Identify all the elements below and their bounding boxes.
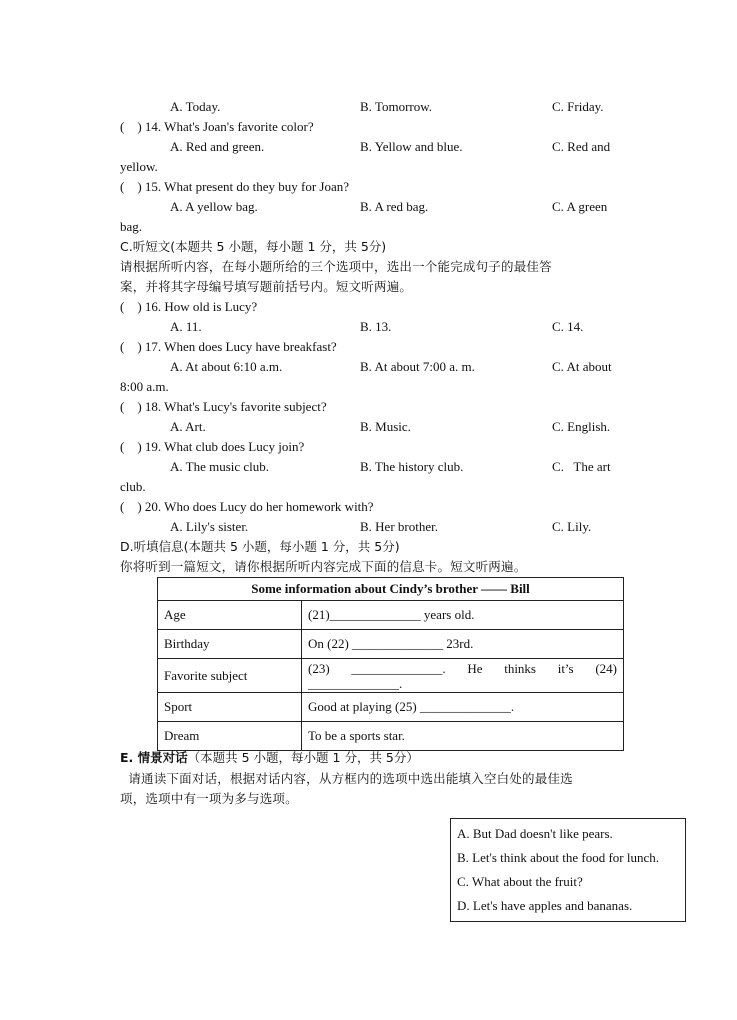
section-e-instr-2: 项，选项中有一项为多与选项。	[120, 791, 298, 806]
q18-option-a: A. Art.	[170, 419, 206, 434]
section-c-instr-2: 案，并将其字母编号填写题前括号内。短文听两遍。	[120, 279, 413, 294]
info-card-row	[158, 693, 624, 722]
options-box-item: D. Let's have apples and bananas.	[457, 898, 633, 913]
info-card-value-multiline	[302, 659, 624, 693]
info-card-row	[158, 722, 624, 751]
section-d-instr: 你将听到一篇短文，请你根据所听内容完成下面的信息卡。短文听两遍。	[120, 559, 527, 574]
q18-text: ( ) 18. What's Lucy's favorite subject?	[120, 399, 327, 414]
info-card-value: Good at playing (25) ______________.	[302, 693, 624, 722]
q17-option-a: A. At about 6:10 a.m.	[170, 359, 283, 374]
info-card-row	[158, 659, 624, 693]
q14-options	[120, 137, 620, 157]
q15-wrap	[120, 217, 620, 237]
info-card-key: Birthday	[158, 630, 302, 659]
q20-option-b: B. Her brother.	[360, 519, 438, 534]
info-card-row	[158, 601, 624, 630]
q17-options	[120, 357, 620, 377]
info-card-key: Sport	[158, 693, 302, 722]
q18-option-b: B. Music.	[360, 419, 411, 434]
q19-option-c: C. The art	[552, 459, 611, 474]
options-box	[450, 818, 686, 922]
section-d-title: D.听填信息(本题共 5 小题，每小题 1 分，共 5分)	[120, 539, 400, 554]
info-card-word: He	[467, 661, 483, 676]
q18-option-c: C. English.	[552, 419, 611, 434]
q18-stem	[120, 397, 620, 417]
info-card-table	[157, 577, 624, 751]
info-card-value: On (22) ______________ 23rd.	[302, 630, 624, 659]
q14-text: ( ) 14. What's Joan's favorite color?	[120, 119, 314, 134]
q19-text: ( ) 19. What club does Lucy join?	[120, 439, 305, 454]
q16-option-b: B. 13.	[360, 319, 392, 334]
section-c-instr-1: 请根据所听内容，在每小题所给的三个选项中，选出一个能完成句子的最佳答	[120, 259, 552, 274]
options-box-item: B. Let's think about the food for lunch.	[457, 850, 660, 865]
q17-option-b: B. At about 7:00 a. m.	[360, 359, 475, 374]
q19-option-a: A. The music club.	[170, 459, 270, 474]
info-card-word: ______________.	[351, 661, 446, 676]
info-card-value: (21)______________ years old.	[302, 601, 624, 630]
info-card-value: To be a sports star.	[302, 722, 624, 751]
q15-option-c: C. A green	[552, 199, 608, 214]
q19-option-c-cont: club.	[120, 479, 146, 494]
q14-option-b: B. Yellow and blue.	[360, 139, 463, 154]
q15-text: ( ) 15. What present do they buy for Joan?	[120, 179, 350, 194]
q17-option-c: C. At about	[552, 359, 612, 374]
q20-text: ( ) 20. Who does Lucy do her homework with?	[120, 499, 374, 514]
info-card-key: Favorite subject	[158, 659, 302, 693]
q20-option-c: C. Lily.	[552, 519, 592, 534]
q13-option-a: A. Today.	[170, 99, 221, 114]
info-card-value-line-2: ______________.	[308, 676, 403, 691]
q14-option-c: C. Red and	[552, 139, 611, 154]
info-card-word: (24)	[595, 661, 617, 676]
q17-wrap	[120, 377, 620, 397]
info-card-word: thinks	[504, 661, 536, 676]
info-card-word: (23)	[308, 661, 330, 676]
section-e-label: E. 情景对话	[120, 750, 188, 765]
info-card-word: it’s	[557, 661, 574, 676]
q18-options	[120, 417, 620, 437]
info-card-header-row	[158, 578, 624, 601]
q19-option-b: B. The history club.	[360, 459, 464, 474]
q13-options	[120, 97, 620, 117]
q19-wrap	[120, 477, 620, 497]
options-box-item: A. But Dad doesn't like pears.	[457, 826, 613, 841]
q15-option-c-cont: bag.	[120, 219, 143, 234]
info-card-key: Dream	[158, 722, 302, 751]
q13-option-b: B. Tomorrow.	[360, 99, 433, 114]
q17-text: ( ) 17. When does Lucy have breakfast?	[120, 339, 337, 354]
q14-stem	[120, 117, 620, 137]
q19-stem	[120, 437, 620, 457]
q16-option-a: A. 11.	[170, 319, 202, 334]
q15-option-a: A. A yellow bag.	[170, 199, 258, 214]
q14-option-c-cont: yellow.	[120, 159, 158, 174]
info-card-key: Age	[158, 601, 302, 630]
q20-options	[120, 517, 620, 537]
section-e-instr-1: 请通读下面对话，根据对话内容，从方框内的选项中选出能填入空白处的最佳选	[120, 771, 573, 786]
q19-options	[120, 457, 620, 477]
q17-option-c-cont: 8:00 a.m.	[120, 379, 169, 394]
info-card-title: Some information about Cindy’s brother —— Bill	[158, 578, 624, 601]
q16-option-c: C. 14.	[552, 319, 584, 334]
q20-stem	[120, 497, 620, 517]
q16-options	[120, 317, 620, 337]
q16-text: ( ) 16. How old is Lucy?	[120, 299, 258, 314]
q14-option-a: A. Red and green.	[170, 139, 265, 154]
info-card-row	[158, 630, 624, 659]
q15-option-b: B. A red bag.	[360, 199, 429, 214]
info-card-value-line-1	[308, 661, 617, 676]
section-e-title	[120, 748, 620, 768]
q15-stem	[120, 177, 620, 197]
q20-option-a: A. Lily's sister.	[170, 519, 249, 534]
section-e-note: （本题共 5 小题，每小题 1 分，共 5分）	[187, 750, 419, 765]
options-box-item: C. What about the fruit?	[457, 874, 583, 889]
section-c-title: C.听短文(本题共 5 小题，每小题 1 分，共 5分)	[120, 239, 387, 254]
q16-stem	[120, 297, 620, 317]
q15-options	[120, 197, 620, 217]
q13-option-c: C. Friday.	[552, 99, 604, 114]
q17-stem	[120, 337, 620, 357]
q14-wrap	[120, 157, 620, 177]
